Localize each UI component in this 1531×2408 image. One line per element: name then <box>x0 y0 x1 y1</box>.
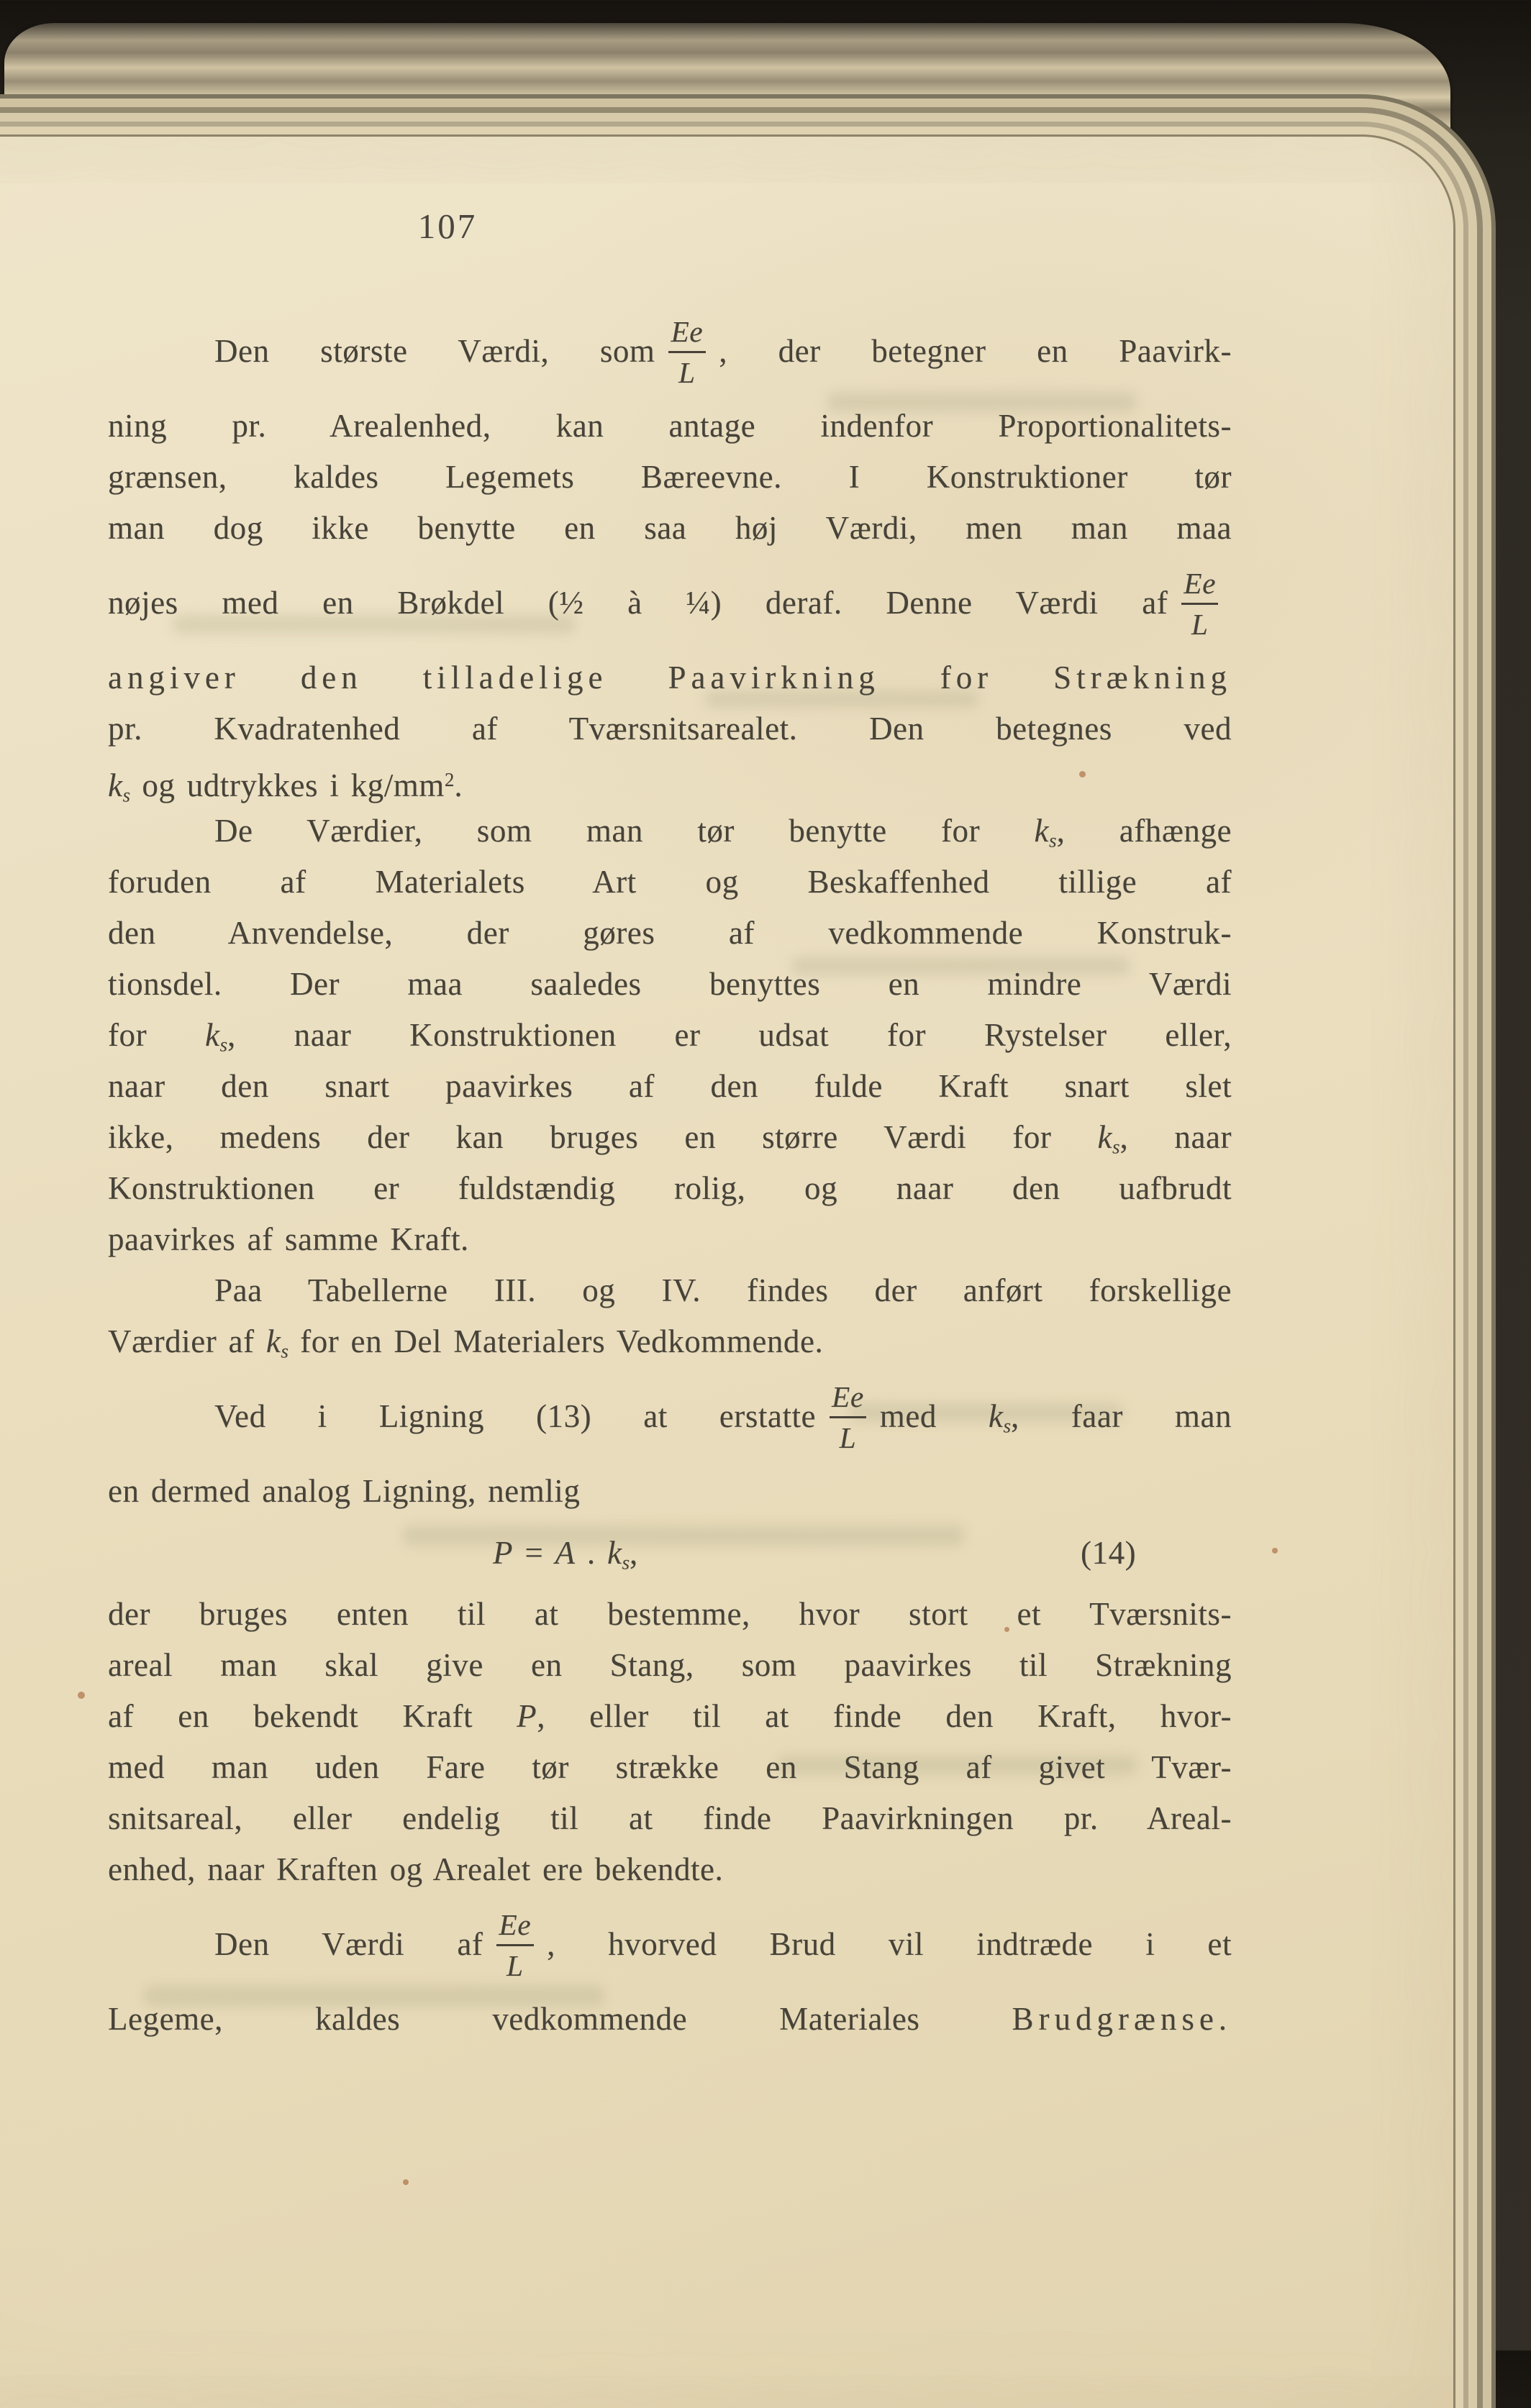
text-line <box>108 1994 1232 2045</box>
text-segment: af en bekendt Kraft <box>108 1698 517 1734</box>
text-line <box>108 1640 1232 1691</box>
text-segment: , <box>629 1535 638 1571</box>
text-line <box>108 1691 1232 1742</box>
text-segment: areal man skal give en Stang, som paavirkes til Strækning <box>108 1647 1232 1683</box>
text-segment: . <box>454 767 463 804</box>
text-segment: s <box>219 1034 227 1056</box>
text-segment: tionsdel. Der maa saaledes benyttes en mindre Værdi <box>108 966 1232 1002</box>
text-line <box>108 302 1232 401</box>
text-segment: og udtrykkes i kg/mm <box>130 767 445 804</box>
text-segment: ikke, medens der kan bruges en større Værdi for <box>108 1119 1098 1155</box>
text-segment: k <box>607 1535 622 1571</box>
text-segment: angiver den tilladelige Paavirkning for Strækning <box>108 660 1232 696</box>
text-segment: Den Værdi af <box>214 1926 483 1962</box>
text-segment: , afhænge <box>1056 813 1232 849</box>
text-segment: paavirkes af samme Kraft. <box>108 1221 469 1257</box>
text-segment: med man uden Fare tør strække en Stang af givet Tvær- <box>108 1749 1232 1785</box>
text-segment: P <box>493 1535 514 1571</box>
text-line <box>108 1112 1232 1163</box>
text-segment: , hvorved Brud vil indtræde i et <box>547 1926 1232 1962</box>
fraction: $\frac{Ee}{L}$ <box>663 316 710 388</box>
text-block <box>108 302 1232 2045</box>
text-segment: , faar man <box>1010 1398 1232 1434</box>
text-segment: , naar <box>1119 1119 1232 1155</box>
text-line <box>108 1163 1232 1214</box>
text-line <box>108 503 1232 554</box>
text-line <box>108 1742 1232 1793</box>
text-line <box>108 1316 1232 1367</box>
text-segment: snitsareal, eller endelig til at finde Paavirkningen pr. Areal- <box>108 1800 1232 1836</box>
text-segment: k <box>1034 813 1050 849</box>
text-line <box>108 806 1232 857</box>
text-line <box>108 1844 1232 1895</box>
page-number: 107 <box>417 206 478 246</box>
paper-speck <box>403 2179 409 2185</box>
text-line <box>108 959 1232 1010</box>
text-segment: for en Del Materialers Vedkommende. <box>288 1323 824 1359</box>
text-line <box>108 554 1232 652</box>
text-segment: for <box>108 1017 205 1053</box>
text-segment: k <box>108 767 123 804</box>
text-line <box>108 857 1232 908</box>
text-segment: Ved i Ligning (13) at erstatte <box>214 1398 817 1434</box>
text-segment: Legeme, kaldes vedkommende Materiales <box>108 2001 1012 2037</box>
text-segment: k <box>1097 1119 1113 1155</box>
text-segment: s <box>1049 829 1057 852</box>
fraction: $\frac{Ee}{L}$ <box>491 1910 538 1981</box>
text-line <box>108 1466 1232 1517</box>
text-segment: P <box>517 1698 537 1734</box>
text-line <box>108 1589 1232 1640</box>
text-segment: 2 <box>444 769 455 790</box>
text-segment: k <box>988 1398 1004 1434</box>
text-segment: Brudgrænse. <box>1012 2001 1232 2037</box>
text-line <box>108 1010 1232 1061</box>
book-page <box>0 137 1453 2408</box>
text-segment: s <box>281 1340 289 1362</box>
text-segment: man dog ikke benytte en saa høj Værdi, men man maa <box>108 510 1232 546</box>
text-line <box>108 754 1232 806</box>
text-segment: ning pr. Arealenhed, kan antage indenfor Proportionalitets- <box>108 408 1232 444</box>
paper-speck <box>1272 1548 1278 1554</box>
text-line <box>108 1793 1232 1844</box>
text-segment: s <box>1112 1136 1120 1158</box>
text-segment: , der betegner en Paavirk- <box>719 333 1232 369</box>
text-line <box>108 401 1232 452</box>
text-segment: Paa Tabellerne III. og IV. findes der anført forskellige <box>214 1272 1232 1308</box>
text-segment: med <box>879 1398 989 1434</box>
text-segment: s <box>1003 1415 1011 1437</box>
text-segment: = <box>513 1535 555 1571</box>
paper-speck <box>78 1692 85 1699</box>
text-segment: De Værdier, som man tør benytte for <box>214 813 1035 849</box>
fraction: $\frac{Ee}{L}$ <box>824 1382 871 1453</box>
text-line <box>108 703 1232 754</box>
text-segment: Den største Værdi, som <box>214 333 655 369</box>
text-segment: A <box>555 1535 576 1571</box>
text-segment: pr. Kvadratenhed af Tværsnitsarealet. Den betegnes ved <box>108 711 1232 747</box>
text-line <box>108 1265 1232 1316</box>
text-line <box>108 452 1232 503</box>
equation-body <box>493 1517 638 1599</box>
text-segment: k <box>204 1017 220 1053</box>
text-segment: s <box>622 1551 630 1574</box>
text-segment: , naar Konstruktionen er udsat for Rystelser eller, <box>227 1017 1232 1053</box>
text-line <box>108 908 1232 959</box>
text-line <box>108 652 1232 703</box>
text-line <box>108 1061 1232 1112</box>
text-segment: k <box>265 1323 281 1359</box>
text-segment: der bruges enten til at bestemme, hvor stort et Tværsnits- <box>108 1596 1232 1632</box>
text-segment: foruden af Materialets Art og Beskaffenhed tillige af <box>108 864 1232 900</box>
equation-line <box>108 1517 1232 1589</box>
page-edges-top <box>4 23 1450 147</box>
text-segment: nøjes med en Brøkdel (½ à ¼) deraf. Denne Værdi af <box>108 585 1168 621</box>
text-segment: Værdier af <box>108 1323 266 1359</box>
text-line <box>108 1214 1232 1265</box>
fraction: $\frac{Ee}{L}$ <box>1176 568 1223 639</box>
text-segment: naar den snart paavirkes af den fulde Kraft snart slet <box>108 1068 1232 1104</box>
text-segment: s <box>122 784 131 806</box>
text-segment: den Anvendelse, der gøres af vedkommende Konstruk- <box>108 915 1232 951</box>
text-line <box>108 1367 1232 1466</box>
text-segment: grænsen, kaldes Legemets Bæreevne. I Konstruktioner tør <box>108 459 1232 495</box>
text-line <box>108 1895 1232 1994</box>
text-segment: Konstruktionen er fuldstændig rolig, og naar den uafbrudt <box>108 1170 1232 1206</box>
text-segment: en dermed analog Ligning, nemlig <box>108 1473 581 1509</box>
text-segment: enhed, naar Kraften og Arealet ere bekendte. <box>108 1851 724 1887</box>
text-segment: . <box>575 1535 607 1571</box>
equation-number: (14) <box>1081 1535 1137 1571</box>
text-segment: , eller til at finde den Kraft, hvor- <box>537 1698 1232 1734</box>
